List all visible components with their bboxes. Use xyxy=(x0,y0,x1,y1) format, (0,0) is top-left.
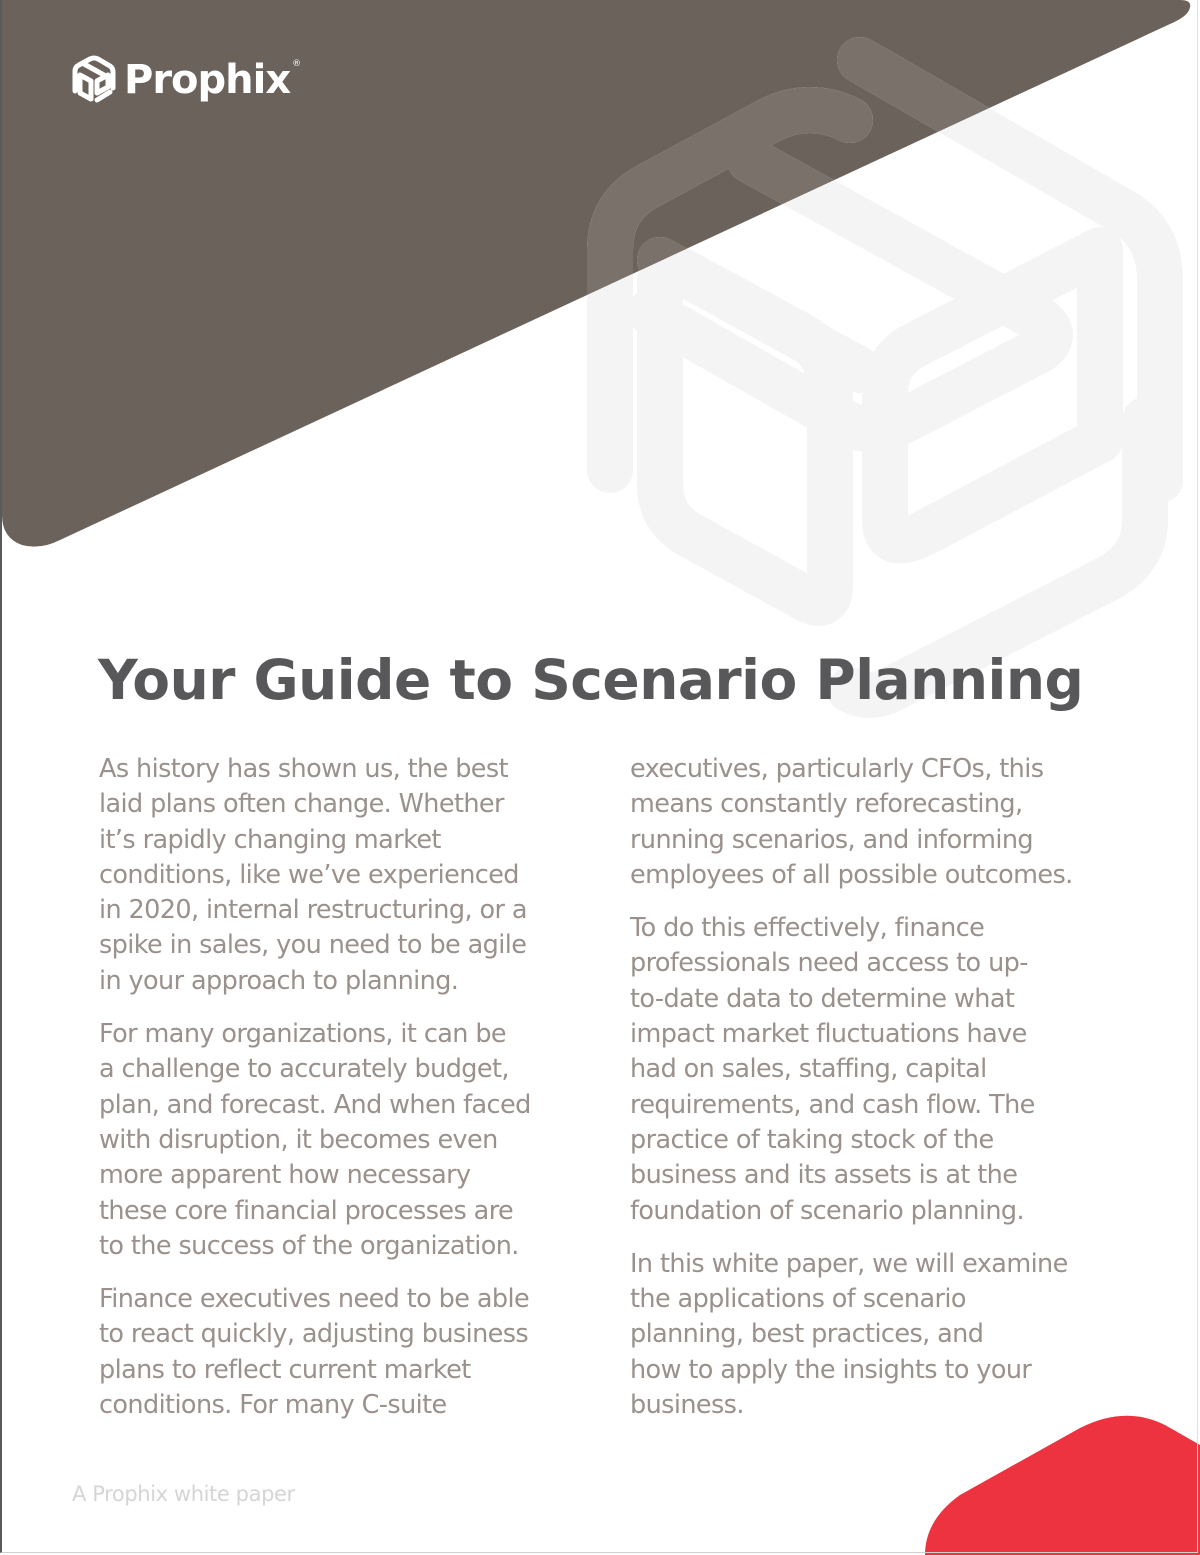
text-line: conditions. For many C-suite xyxy=(99,1390,447,1421)
text-line: business and its assets is at the xyxy=(630,1160,1018,1191)
text-line: foundation of scenario planning. xyxy=(630,1195,1024,1226)
text-line: As history has shown us, the best xyxy=(99,754,508,784)
text-line: in 2020, internal restructuring, or a xyxy=(99,895,527,926)
paragraph-intro xyxy=(99,752,589,999)
text-line: Finance executives need to be able xyxy=(99,1284,530,1315)
text-line: executives, particularly CFOs, this xyxy=(630,754,1044,784)
text-line: laid plans often change. Whether xyxy=(99,789,504,820)
text-line: impact market fluctuations have xyxy=(630,1019,1027,1050)
cube-logo-icon xyxy=(70,55,118,105)
paragraph-effectively xyxy=(630,911,1130,1229)
text-line: more apparent how necessary xyxy=(99,1160,471,1191)
text-line: to-date data to determine what xyxy=(630,983,1015,1014)
text-line: To do this effectively, finance xyxy=(630,913,985,944)
registered-mark: ® xyxy=(292,59,302,69)
text-line: conditions, like we’ve experienced xyxy=(99,859,519,890)
text-line: practice of taking stock of the xyxy=(630,1124,994,1155)
right-column xyxy=(630,752,1130,1441)
text-line: In this white paper, we will examine xyxy=(630,1248,1068,1279)
text-line: requirements, and cash flow. The xyxy=(630,1089,1035,1120)
text-line: in your approach to planning. xyxy=(99,965,459,996)
text-line: means constantly reforecasting, xyxy=(630,789,1023,820)
paragraph-finance-executives xyxy=(99,1282,589,1423)
text-line: it’s rapidly changing market xyxy=(99,824,441,855)
text-line: For many organizations, it can be xyxy=(99,1019,507,1050)
text-line: planning, best practices, and xyxy=(630,1319,984,1350)
text-line: professionals need access to up- xyxy=(630,948,1028,979)
text-line: running scenarios, and informing xyxy=(630,824,1033,855)
text-line: the applications of scenario xyxy=(630,1284,966,1315)
text-line: plans to reflect current market xyxy=(99,1354,471,1385)
text-line: plan, and forecast. And when faced xyxy=(99,1089,531,1120)
prophix-logo xyxy=(70,55,301,105)
text-line: how to apply the insights to your xyxy=(630,1354,1032,1385)
page-title: Your Guide to Scenario Planning xyxy=(98,648,1084,712)
paragraph-white-paper-overview xyxy=(630,1247,1130,1423)
text-line: had on sales, staffing, capital xyxy=(630,1054,987,1085)
text-line: business. xyxy=(630,1390,744,1421)
text-line: employees of all possible outcomes. xyxy=(630,859,1073,890)
text-line: with disruption, it becomes even xyxy=(99,1124,498,1155)
text-line: to the success of the organization. xyxy=(99,1230,519,1261)
logo-wordmark: Prophix xyxy=(124,57,291,103)
paragraph-cfos xyxy=(630,752,1130,893)
text-line: to react quickly, adjusting business xyxy=(99,1319,529,1350)
paragraph-challenge xyxy=(99,1017,589,1264)
footer-label: A Prophix white paper xyxy=(72,1482,295,1506)
left-column xyxy=(99,752,589,1441)
text-line: spike in sales, you need to be agile xyxy=(99,930,527,961)
text-line: a challenge to accurately budget, xyxy=(99,1054,509,1085)
text-line: these core financial processes are xyxy=(99,1195,514,1226)
